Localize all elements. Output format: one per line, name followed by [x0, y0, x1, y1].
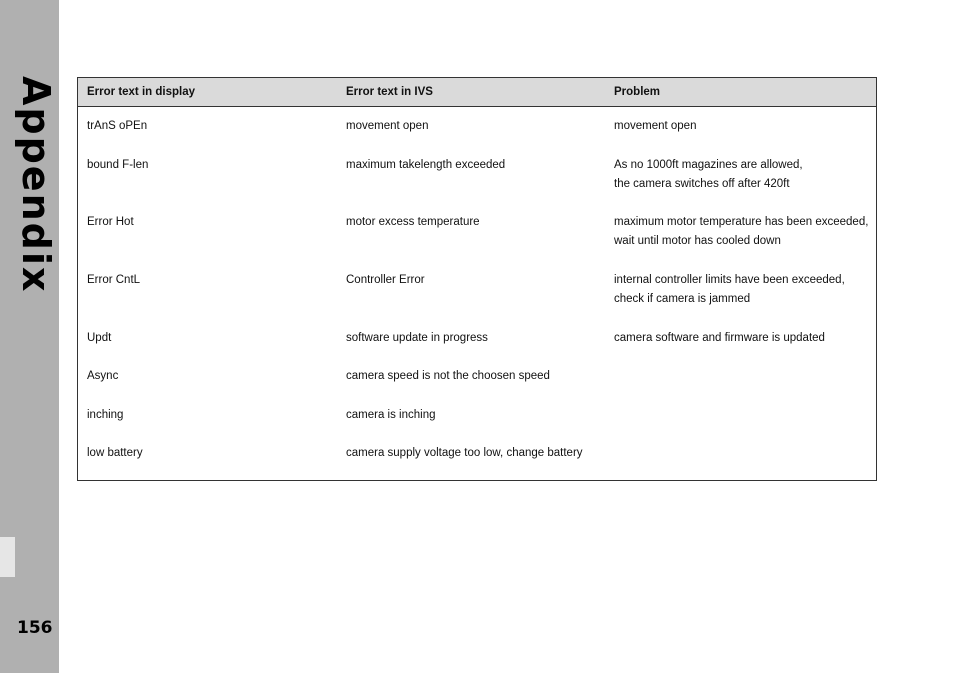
cell-ivs-text: camera is inching: [346, 409, 436, 421]
header-ivs-text: Error text in IVS: [346, 86, 433, 98]
cell-problem: [614, 271, 845, 309]
cell-ivs-text: motor excess temperature: [346, 216, 480, 228]
cell-ivs-text: movement open: [346, 120, 429, 132]
cell-display-text: Error Hot: [87, 216, 134, 228]
table-header: [78, 78, 876, 107]
cell-display-text: Error CntL: [87, 274, 141, 286]
section-title: Appendix: [14, 76, 58, 294]
cell-display-text: bound F-len: [87, 159, 149, 171]
cell-problem-line: camera software and firmware is updated: [614, 332, 825, 344]
thumb-tab: [0, 537, 15, 577]
cell-display-text: inching: [87, 409, 124, 421]
cell-problem-line: maximum motor temperature has been exceeded,: [614, 216, 869, 228]
cell-problem-line: check if camera is jammed: [614, 293, 751, 305]
cell-problem-line: movement open: [614, 120, 697, 132]
cell-problem: [614, 329, 825, 348]
header-problem: Problem: [614, 86, 661, 98]
cell-problem-line: the camera switches off after 420ft: [614, 178, 790, 190]
cell-display-text: Updt: [87, 332, 112, 344]
cell-ivs-text: camera supply voltage too low, change battery: [346, 447, 583, 459]
cell-ivs-text: camera speed is not the choosen speed: [346, 370, 550, 382]
cell-display-text: Async: [87, 370, 119, 382]
cell-problem: [614, 156, 803, 194]
page-number: 156: [17, 618, 53, 638]
cell-ivs-text: maximum takelength exceeded: [346, 159, 506, 171]
cell-problem: [614, 117, 696, 136]
cell-display-text: low battery: [87, 447, 143, 459]
cell-display-text: trAnS oPEn: [87, 120, 148, 132]
cell-ivs-text: Controller Error: [346, 274, 425, 286]
header-display-text: Error text in display: [87, 86, 196, 98]
error-table: [77, 77, 877, 481]
cell-problem: [614, 213, 868, 251]
cell-problem-line: As no 1000ft magazines are allowed,: [614, 159, 803, 171]
cell-ivs-text: software update in progress: [346, 332, 488, 344]
cell-problem-line: internal controller limits have been exceeded,: [614, 274, 845, 286]
cell-problem-line: wait until motor has cooled down: [614, 235, 781, 247]
